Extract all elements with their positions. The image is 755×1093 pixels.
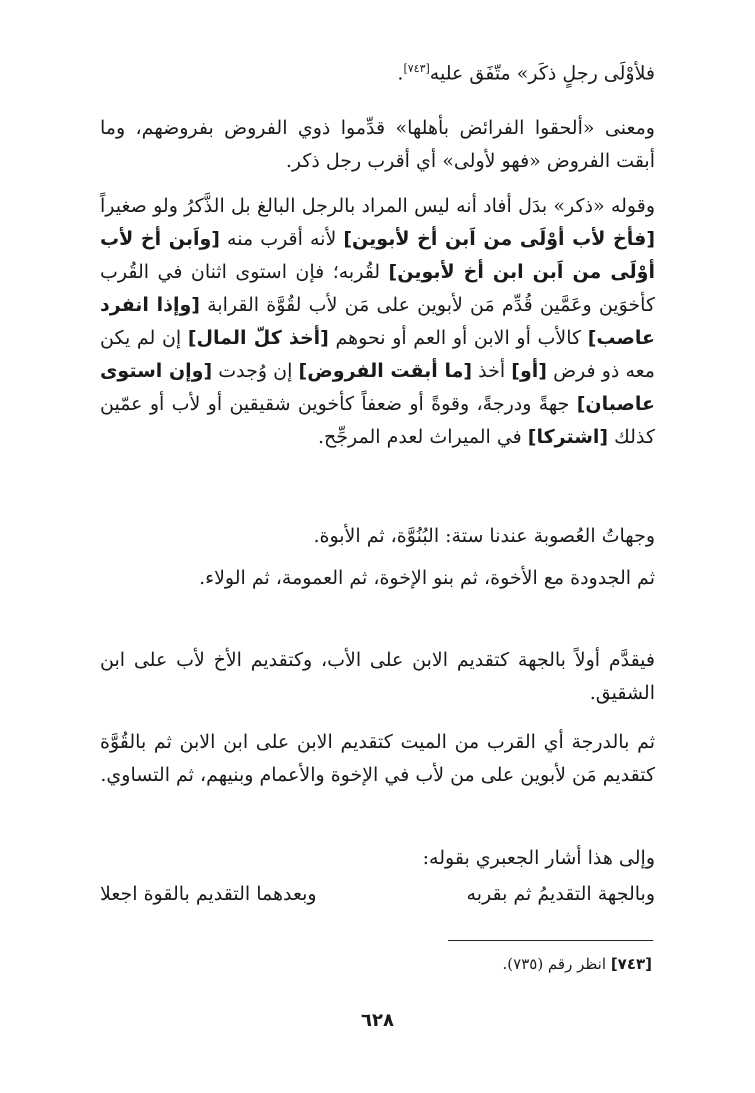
matn-text: [فأخ لأب أوْلَى من اَبن أخ لأبوين]	[343, 228, 655, 250]
matn-text: [أو]	[511, 360, 547, 382]
paragraph-8: وإلى هذا أشار الجعبري بقوله:	[422, 847, 655, 869]
matn-text: [اشتركا]	[527, 426, 609, 448]
paragraph-1: فلأوْلَى رجلٍ ذكَر» متّفَق عليه[٧٤٣].	[397, 62, 655, 85]
paragraph-6: فيقدَّم أولاً بالجهة كتقديم الابن على الأب، وكتقديم الأخ لأب على ابن الشقيق.	[100, 649, 655, 704]
matn-text: [واَبن أخ لأب أوْلَى من اَبن ابن أخ لأبوين]	[100, 228, 656, 283]
page-number: ٦٢٨	[361, 1010, 394, 1031]
footnote-ref[interactable]: [٧٤٣]	[403, 62, 430, 75]
verse-first-hemistich: وبالجهة التقديمُ ثم بقربه	[466, 883, 655, 905]
footnote	[503, 952, 652, 976]
matn-text: [ما أبقت الفروض]	[298, 360, 473, 382]
matn-text: [أخذ كلّ المال]	[187, 327, 329, 349]
paragraph-7: ثم بالدرجة أي القرب من الميت كتقديم الابن على ابن الابن ثم بالقُوَّة كتقديم مَن لأبوين على من لأب في الإخوة والأعمام وبنيهم، ثم التساوي.	[100, 731, 655, 786]
paragraph-4: وجهاتُ العُصوبة عندنا ستة: البُنُوَّة، ثم الأبوة.	[313, 525, 655, 547]
footnote-number: [٧٤٣]	[610, 955, 652, 973]
matn-text: [وإذا انفرد عاصب]	[100, 294, 656, 349]
paragraph-2: ومعنى «ألحقوا الفرائض بأهلها» قدِّموا ذوي الفروض بفروضهم، وما أبقت الفروض «فهو لأولى» أي أقرب رجل ذكر.	[100, 117, 655, 172]
paragraph-5: ثم الجدودة مع الأخوة، ثم بنو الإخوة، ثم العمومة، ثم الولاء.	[199, 567, 655, 589]
footnote-text: انظر رقم (٧٣٥).	[502, 955, 607, 973]
matn-text: [وإن استوى عاصبان]	[100, 360, 655, 415]
paragraph-3: وقوله «ذكر» بدَل أفاد أنه ليس المراد بالرجل البالغ بل الذَّكرُ ولو صغيراً [فأخ لأب أوْلَى من اَبن أخ لأبوين] لأنه أقرب منه [واَبن أخ لأب أوْلَى من اَبن ابن أخ لأبوين] لقُربه؛ فإن استوى اثنان في القُرب كأخوَين وعَمَّين قُدِّم مَن لأبوين على مَن لأب لقُوَّة القرابة [وإذا انفرد عاصب] كالأب أو الابن أو العم أو نحوهم [أخذ كلّ المال] إن لم يكن معه ذو فرض [أو] أخذ [ما أبقت الفروض] إن وُجدت [وإن استوى عاصبان] جهةً ودرجةً، وقوةً أو ضعفاً كأخوين شقيقين أو لأب أو عمّين كذلك [اشتركا] في الميراث لعدم المرجِّح.	[100, 195, 656, 448]
poem-verse	[100, 876, 655, 912]
verse-second-hemistich: وبعدهما التقديم بالقوة اجعلا	[100, 883, 317, 905]
footnote-separator	[448, 940, 653, 941]
